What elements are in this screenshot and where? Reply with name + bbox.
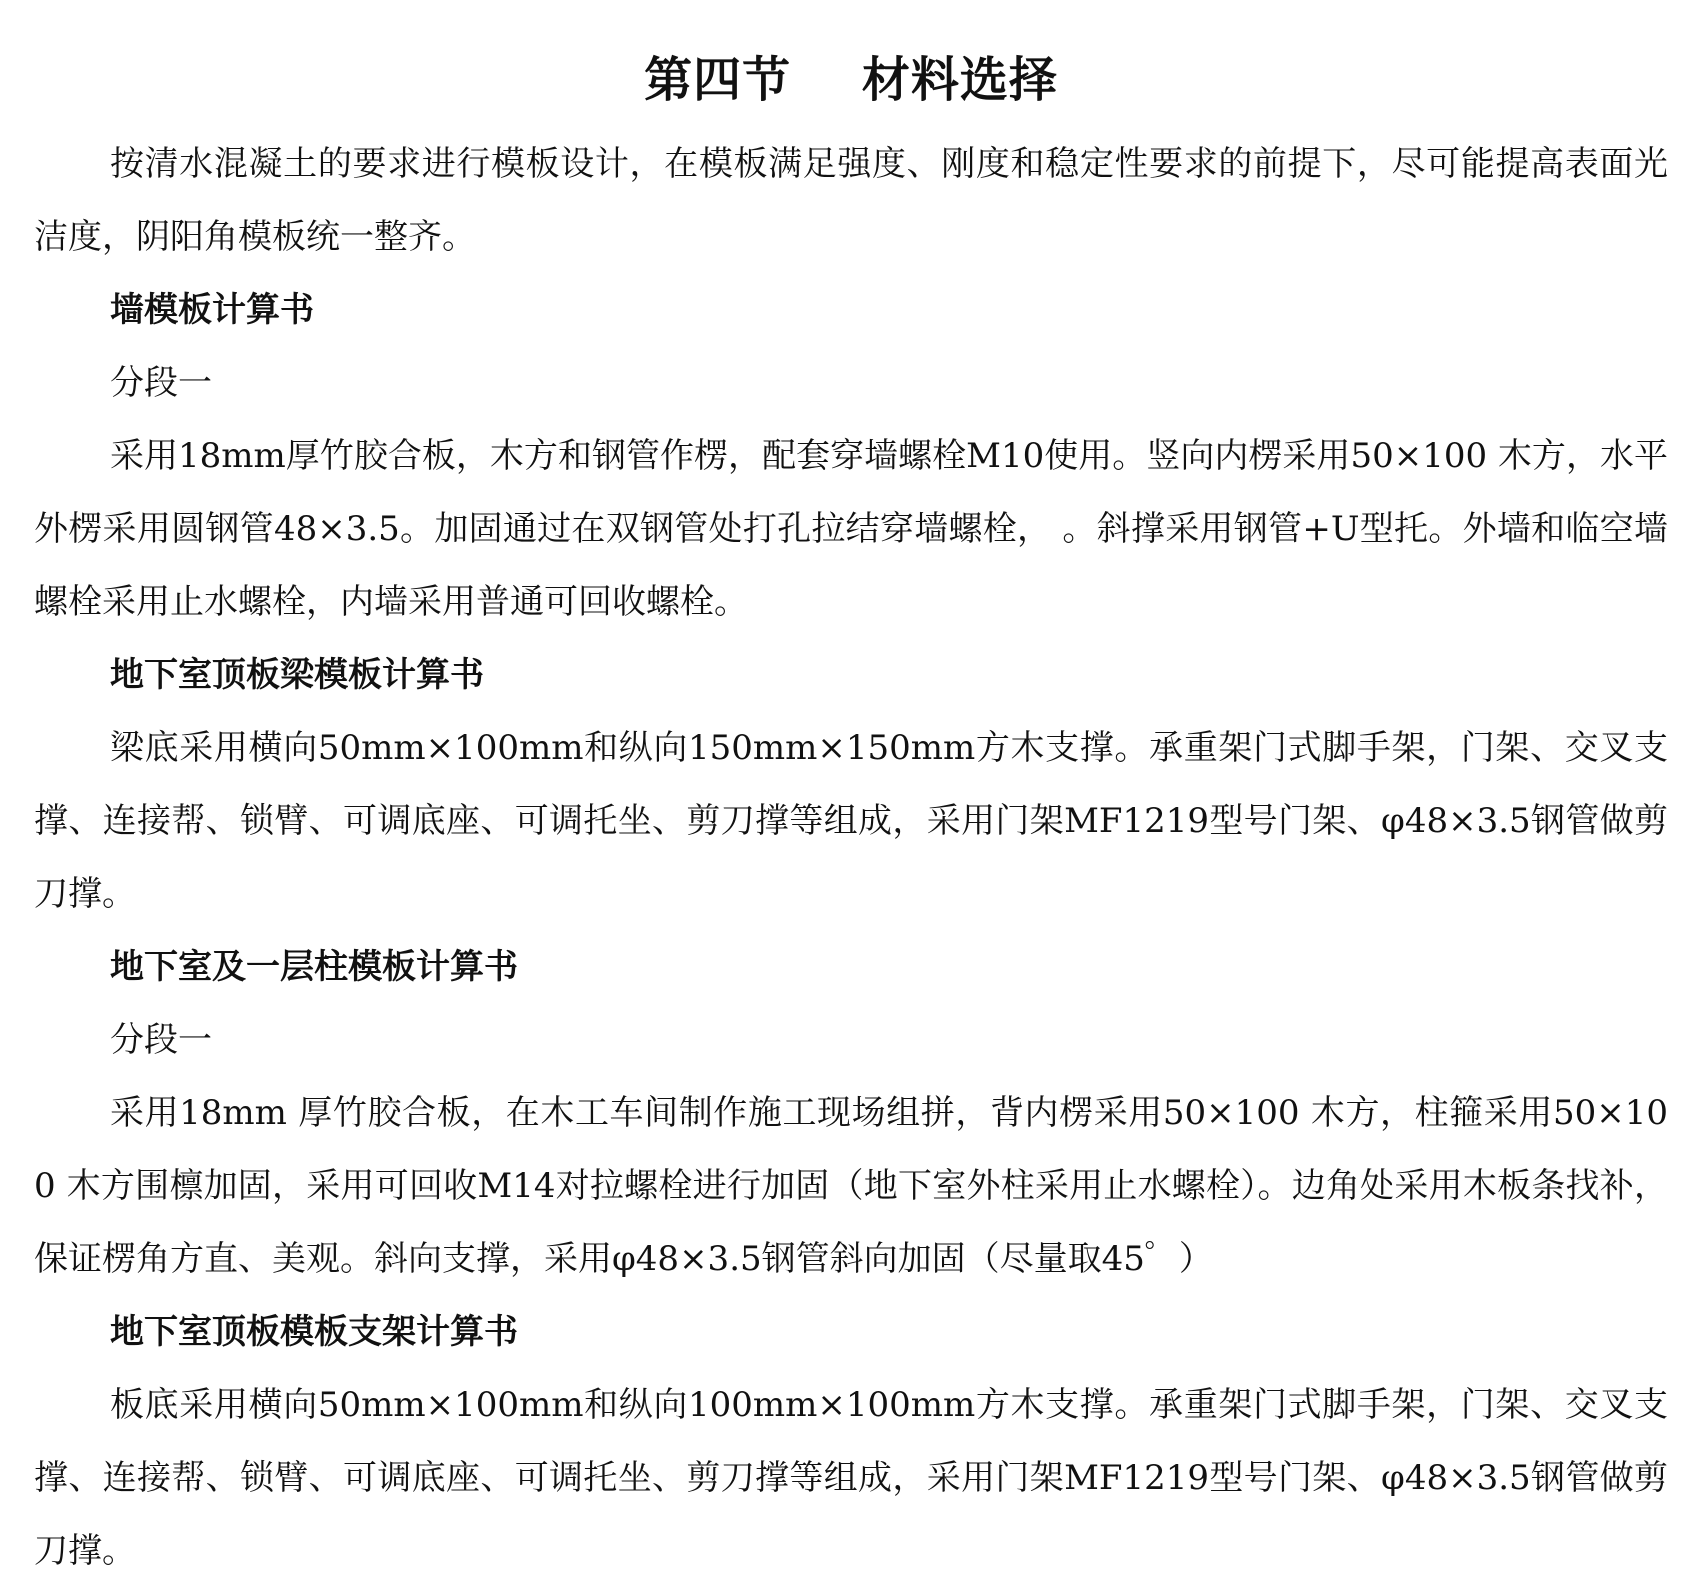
slab-support-paragraph: 板底采用横向50mm×100mm和纵向100mm×100mm方木支撑。承重架门式脚手架，门架、交叉支撑、连接帮、锁臂、可调底座、可调托坐、剪刀撑等组成，采用门架MF1219型号门架、φ48×3.5钢管做剪刀撑。 — [34, 1385, 1668, 1571]
wall-formwork-heading: 墙模板计算书 — [110, 290, 314, 330]
section-title: 第四节 材料选择 — [644, 52, 1058, 108]
column-formwork-heading: 地下室及一层柱模板计算书 — [110, 947, 518, 987]
column-segment-label: 分段一 — [110, 1020, 212, 1060]
wall-formwork-paragraph: 采用18mm厚竹胶合板，木方和钢管作楞，配套穿墙螺栓M10使用。竖向内楞采用50×100 木方，水平外楞采用圆钢管48×3.5。加固通过在双钢管处打孔拉结穿墙螺栓， 。斜撑采用钢管+U型托。外墙和临空墙螺栓采用止水螺栓，内墙采用普通可回收螺栓。 — [34, 436, 1668, 622]
wall-segment-label: 分段一 — [110, 363, 212, 403]
slab-support-heading: 地下室顶板模板支架计算书 — [110, 1312, 518, 1352]
column-formwork-paragraph: 采用18mm 厚竹胶合板，在木工车间制作施工现场组拼，背内楞采用50×100 木方，柱箍采用50×100 木方围檩加固，采用可回收M14对拉螺栓进行加固（地下室外柱采用止水螺栓）。边角处采用木板条找补，保证楞角方直、美观。斜向支撑，采用φ48×3.5钢管斜向加固（尽量取45゜） — [34, 1093, 1668, 1279]
beam-formwork-heading: 地下室顶板梁模板计算书 — [110, 655, 484, 695]
intro-paragraph: 按清水混凝土的要求进行模板设计，在模板满足强度、刚度和稳定性要求的前提下，尽可能提高表面光洁度，阴阳角模板统一整齐。 — [34, 144, 1668, 257]
beam-formwork-paragraph: 梁底采用横向50mm×100mm和纵向150mm×150mm方木支撑。承重架门式脚手架，门架、交叉支撑、连接帮、锁臂、可调底座、可调托坐、剪刀撑等组成，采用门架MF1219型号门架、φ48×3.5钢管做剪刀撑。 — [34, 728, 1668, 914]
